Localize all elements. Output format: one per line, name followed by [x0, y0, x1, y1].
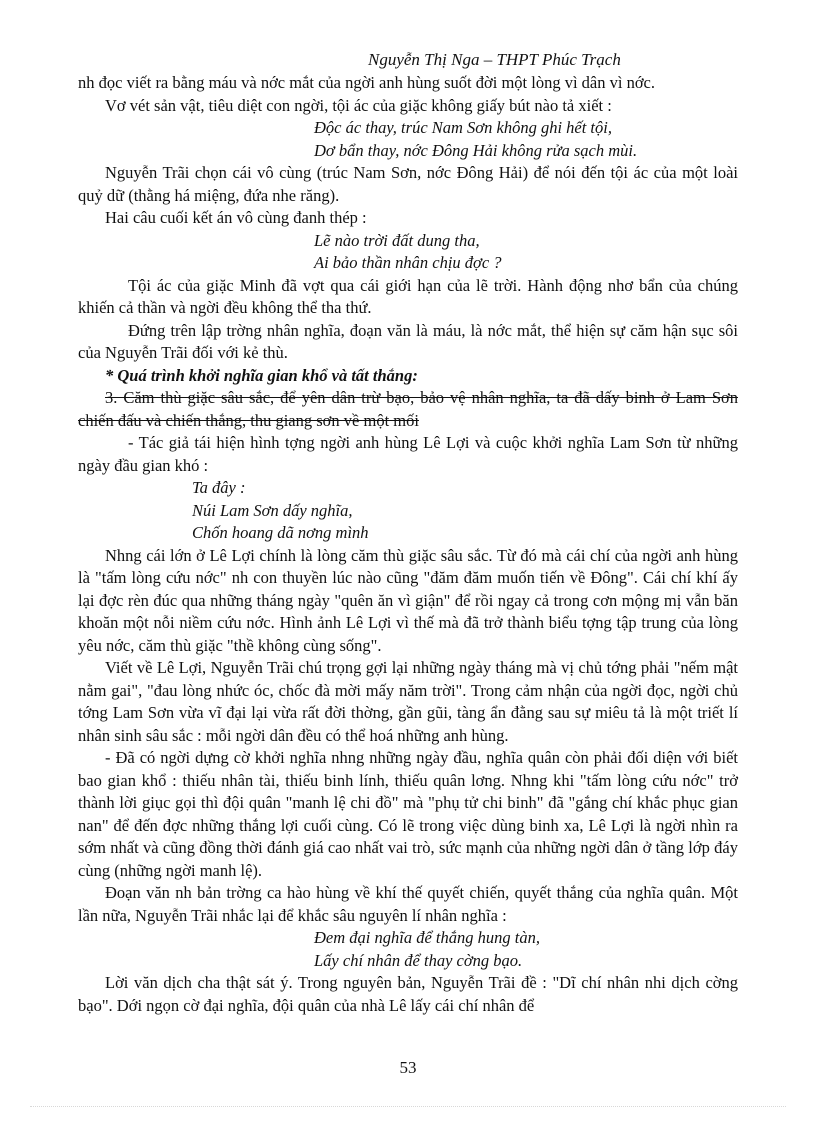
paragraph: - Tác giả tái hiện hình tợng ngời anh hùng Lê Lợi và cuộc khởi nghĩa Lam Sơn từ những ngày đầu gian khó :	[78, 433, 738, 475]
verse-line: Núi Lam Sơn dấy nghĩa,	[192, 500, 353, 520]
verse-line: Đem đại nghĩa để thắng hung tàn,	[314, 928, 540, 947]
paragraph: - Đã có ngời dựng cờ khởi nghĩa nhng những ngày đầu, nghĩa quân còn phải đối diện với biết bao gian khổ : thiếu nhân tài, thiếu binh lính, thiếu quân lơng. Nhng khi "tấm lòng cứu nớc" trở thành lời giục gọi thì đội quân "manh lệ chi đồ" mà "phụ tử chi binh" đã "gắng chí khắc phục gian nan" để đến đợc những thắng lợi cuối cùng. Có lẽ trong việc dùng binh xa, Lê Lợi là ngời nhìn ra sớm nhất và cũng đồng thời đánh giá cao nhất vai trò, sức mạnh của những ngời dân ở tầng lớp đáy cùng (những ngời manh lệ).	[78, 748, 738, 880]
verse-line: Độc ác thay, trúc Nam Sơn không ghi hết tội,	[314, 118, 612, 137]
paragraph: Nhng cái lớn ở Lê Lợi chính là lòng căm thù giặc sâu sắc. Từ đó mà cái chí của ngời anh hùng là "tấm lòng cứu nớc" nh con thuyền lúc nào cũng "đăm đăm muốn tiến về Đông". Cái chí khí ấy lại đợc rèn đúc qua những tháng ngày "quên ăn vì giận" để rồi ngay cả trong cơn mộng mị vẫn băn khoăn một nỗi niềm cứu nớc. Hình ảnh Lê Lợi vì thế mà đã trở thành biểu tợng tập trung của lòng yêu nớc, căm thù giặc "thề không cùng sống".	[78, 545, 738, 655]
paragraph: Lời văn dịch cha thật sát ý. Trong nguyên bản, Nguyễn Trãi đề : "Dĩ chí nhân nhi dịch cờng bạo". Dới ngọn cờ đại nghĩa, đội quân của nhà Lê lấy cái chí nhân để	[78, 973, 738, 1015]
struck-paragraph: 3. Căm thù giặc sâu sắc, để yên dân trừ bạo, bảo vệ nhân nghĩa, ta đã dấy binh ở Lam Sơn chiến đấu và chiến thắng, thu giang sơn về một mối	[78, 388, 738, 430]
section-heading: * Quá trình khởi nghĩa gian khổ và tất thắng:	[105, 365, 418, 385]
verse-line: Ta đây :	[192, 478, 246, 497]
body-text	[78, 72, 738, 1017]
verse-line: Ai bảo thần nhân chịu đợc ?	[314, 253, 502, 272]
paragraph: Đứng trên lập trờng nhân nghĩa, đoạn văn là máu, là nớc mắt, thể hiện sự căm hận sục sôi của Nguyễn Trãi đối với kẻ thù.	[78, 320, 738, 362]
paragraph: nh đọc viết ra bằng máu và nớc mắt của ngời anh hùng suốt đời một lòng vì dân vì nớc.	[78, 73, 655, 92]
paragraph: Hai câu cuối kết án vô cùng đanh thép :	[105, 208, 367, 227]
verse-line: Dơ bẩn thay, nớc Đông Hải không rửa sạch mùi.	[314, 140, 638, 160]
paragraph: Viết về Lê Lợi, Nguyễn Trãi chú trọng gợi lại những ngày tháng mà vị chủ tớng phải "nếm mật nằm gai", "đau lòng nhức óc, chốc đà mời mấy năm trời". Trong cảm nhận của ngời đọc, ngời chủ tớng Lam Sơn vừa vĩ đại lại vừa rất đời thờng, gần gũi, tàng ẩn đằng sau sự miêu tả là một triết lí nhân sinh sâu sắc : mỗi ngời dân đều có thể hoá những anh hùng.	[78, 658, 738, 745]
running-header: Nguyễn Thị Nga – THPT Phúc Trạch	[368, 50, 621, 69]
page-bottom-divider	[30, 1106, 786, 1107]
verse-line: Lẽ nào trời đất dung tha,	[314, 230, 480, 250]
verse-line: Lấy chí nhân để thay cờng bạo.	[314, 950, 523, 970]
verse-line: Chốn hoang dã nơng mình	[192, 523, 369, 542]
paragraph: Vơ vét sản vật, tiêu diệt con ngời, tội ác của giặc không giấy bút nào tả xiết :	[105, 95, 612, 115]
paragraph: Tội ác của giặc Minh đã vợt qua cái giới hạn của lẽ trời. Hành động nhơ bẩn của chúng khiến cả thần và ngời đều không thể tha thứ.	[78, 275, 738, 317]
page-number: 53	[399, 1058, 417, 1077]
paragraph: Nguyễn Trãi chọn cái vô cùng (trúc Nam Sơn, nớc Đông Hải) để nói đến tội ác của một loài quỷ dữ (thằng há miệng, đứa nhe răng).	[78, 163, 738, 205]
paragraph: Đoạn văn nh bản trờng ca hào hùng về khí thế quyết chiến, quyết thắng của nghĩa quân. Một lần nữa, Nguyễn Trãi nhắc lại để khắc sâu nguyên lí nhân nghĩa :	[78, 883, 738, 925]
